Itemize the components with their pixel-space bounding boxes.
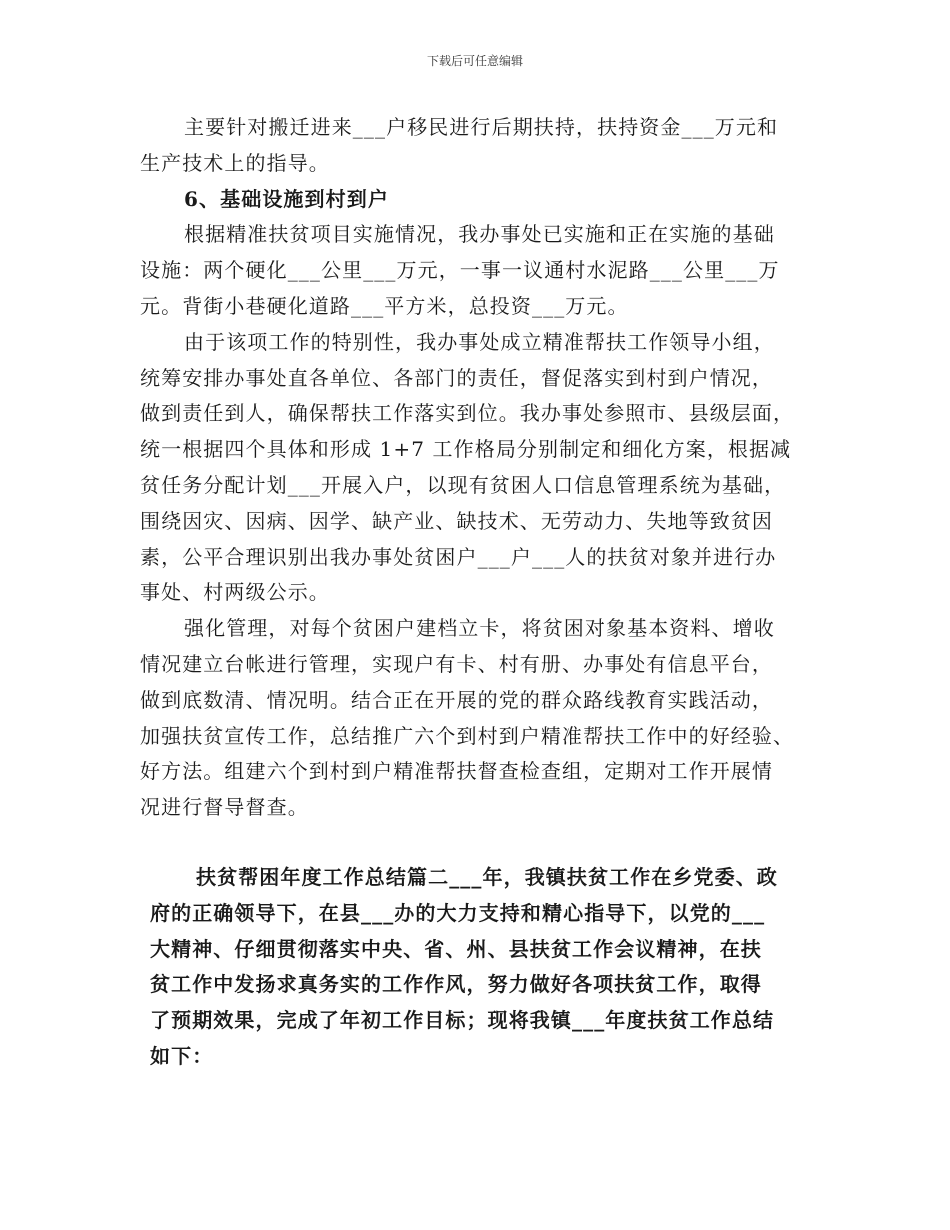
paragraph-line: 强化管理，对每个贫困户建档立卡，将贫困对象基本资料、增收 — [184, 616, 775, 641]
section-1 — [140, 110, 830, 826]
paragraph-line: 根据精准扶贫项目实施情况，我办事处已实施和正在实施的基础 — [184, 222, 775, 247]
paragraph-line: 生产技术上的指导。 — [140, 150, 330, 175]
paragraph-line: 府的正确领导下，在县___办的大力支持和精心指导下，以党的___ — [150, 900, 766, 925]
paragraph-line: 由于该项工作的特别性，我办事处成立精准帮扶工作领导小组， — [184, 329, 775, 354]
paragraph-line: 扶贫帮困年度工作总结篇二___年，我镇扶贫工作在乡党委、政 — [196, 865, 778, 889]
paragraph-line: 贫任务分配计划___开展入户，以现有贫困人口信息管理系统为基础， — [140, 472, 786, 497]
paragraph-line: 统筹安排办事处直各单位、各部门的责任，督促落实到村到户情况， — [140, 365, 773, 390]
section-2 — [150, 860, 840, 1075]
section-heading: 6、基础设施到村到户 — [184, 186, 389, 211]
paragraph-line: 了预期效果，完成了年初工作目标；现将我镇___年度扶贫工作总结 — [150, 1008, 775, 1033]
paragraph-line: 做到底数清、情况明。结合正在开展的党的群众路线教育实践活动， — [140, 687, 773, 712]
paragraph-line: 情况建立台帐进行管理，实现户有卡、村有册、办事处有信息平台， — [140, 651, 773, 676]
paragraph-line: 设施：两个硬化___公里___万元，一事一议通村水泥路___公里___万 — [140, 258, 780, 283]
paragraph-line: 况进行督导督查。 — [140, 795, 309, 820]
paragraph-line: 事处、村两级公示。 — [140, 580, 330, 605]
paragraph-line: 主要针对搬迁进来___户移民进行后期扶持，扶持资金___万元和 — [184, 115, 779, 139]
paragraph-line: 加强扶贫宣传工作，总结推广六个到村到户精准帮扶工作中的好经验、 — [140, 723, 795, 748]
paragraph-line: 大精神、仔细贯彻落实中央、省、州、县扶贫工作会议精神，在扶 — [150, 936, 762, 961]
page-header: 下载后可任意编辑 — [426, 54, 523, 68]
paragraph-line: 素，公平合理识别出我办事处贫困户___户___人的扶贫对象并进行办 — [140, 544, 777, 569]
paragraph-line: 围绕因灾、因病、因学、缺产业、缺技术、无劳动力、失地等致贫因 — [140, 508, 773, 533]
paragraph-line: 好方法。组建六个到村到户精准帮扶督查检查组，定期对工作开展情 — [140, 759, 773, 784]
paragraph-line: 元。背街小巷硬化道路___平方米，总投资___万元。 — [140, 293, 629, 318]
paragraph-line: 统一根据四个具体和形成 1+7 工作格局分别制定和细化方案，根据减 — [140, 437, 792, 462]
paragraph-line: 贫工作中发扬求真务实的工作作风，努力做好各项扶贫工作，取得 — [150, 972, 762, 997]
paragraph-line: 做到责任到人，确保帮扶工作落实到位。我办事处参照市、县级层面， — [140, 401, 795, 426]
paragraph-line: 如下： — [150, 1043, 214, 1068]
